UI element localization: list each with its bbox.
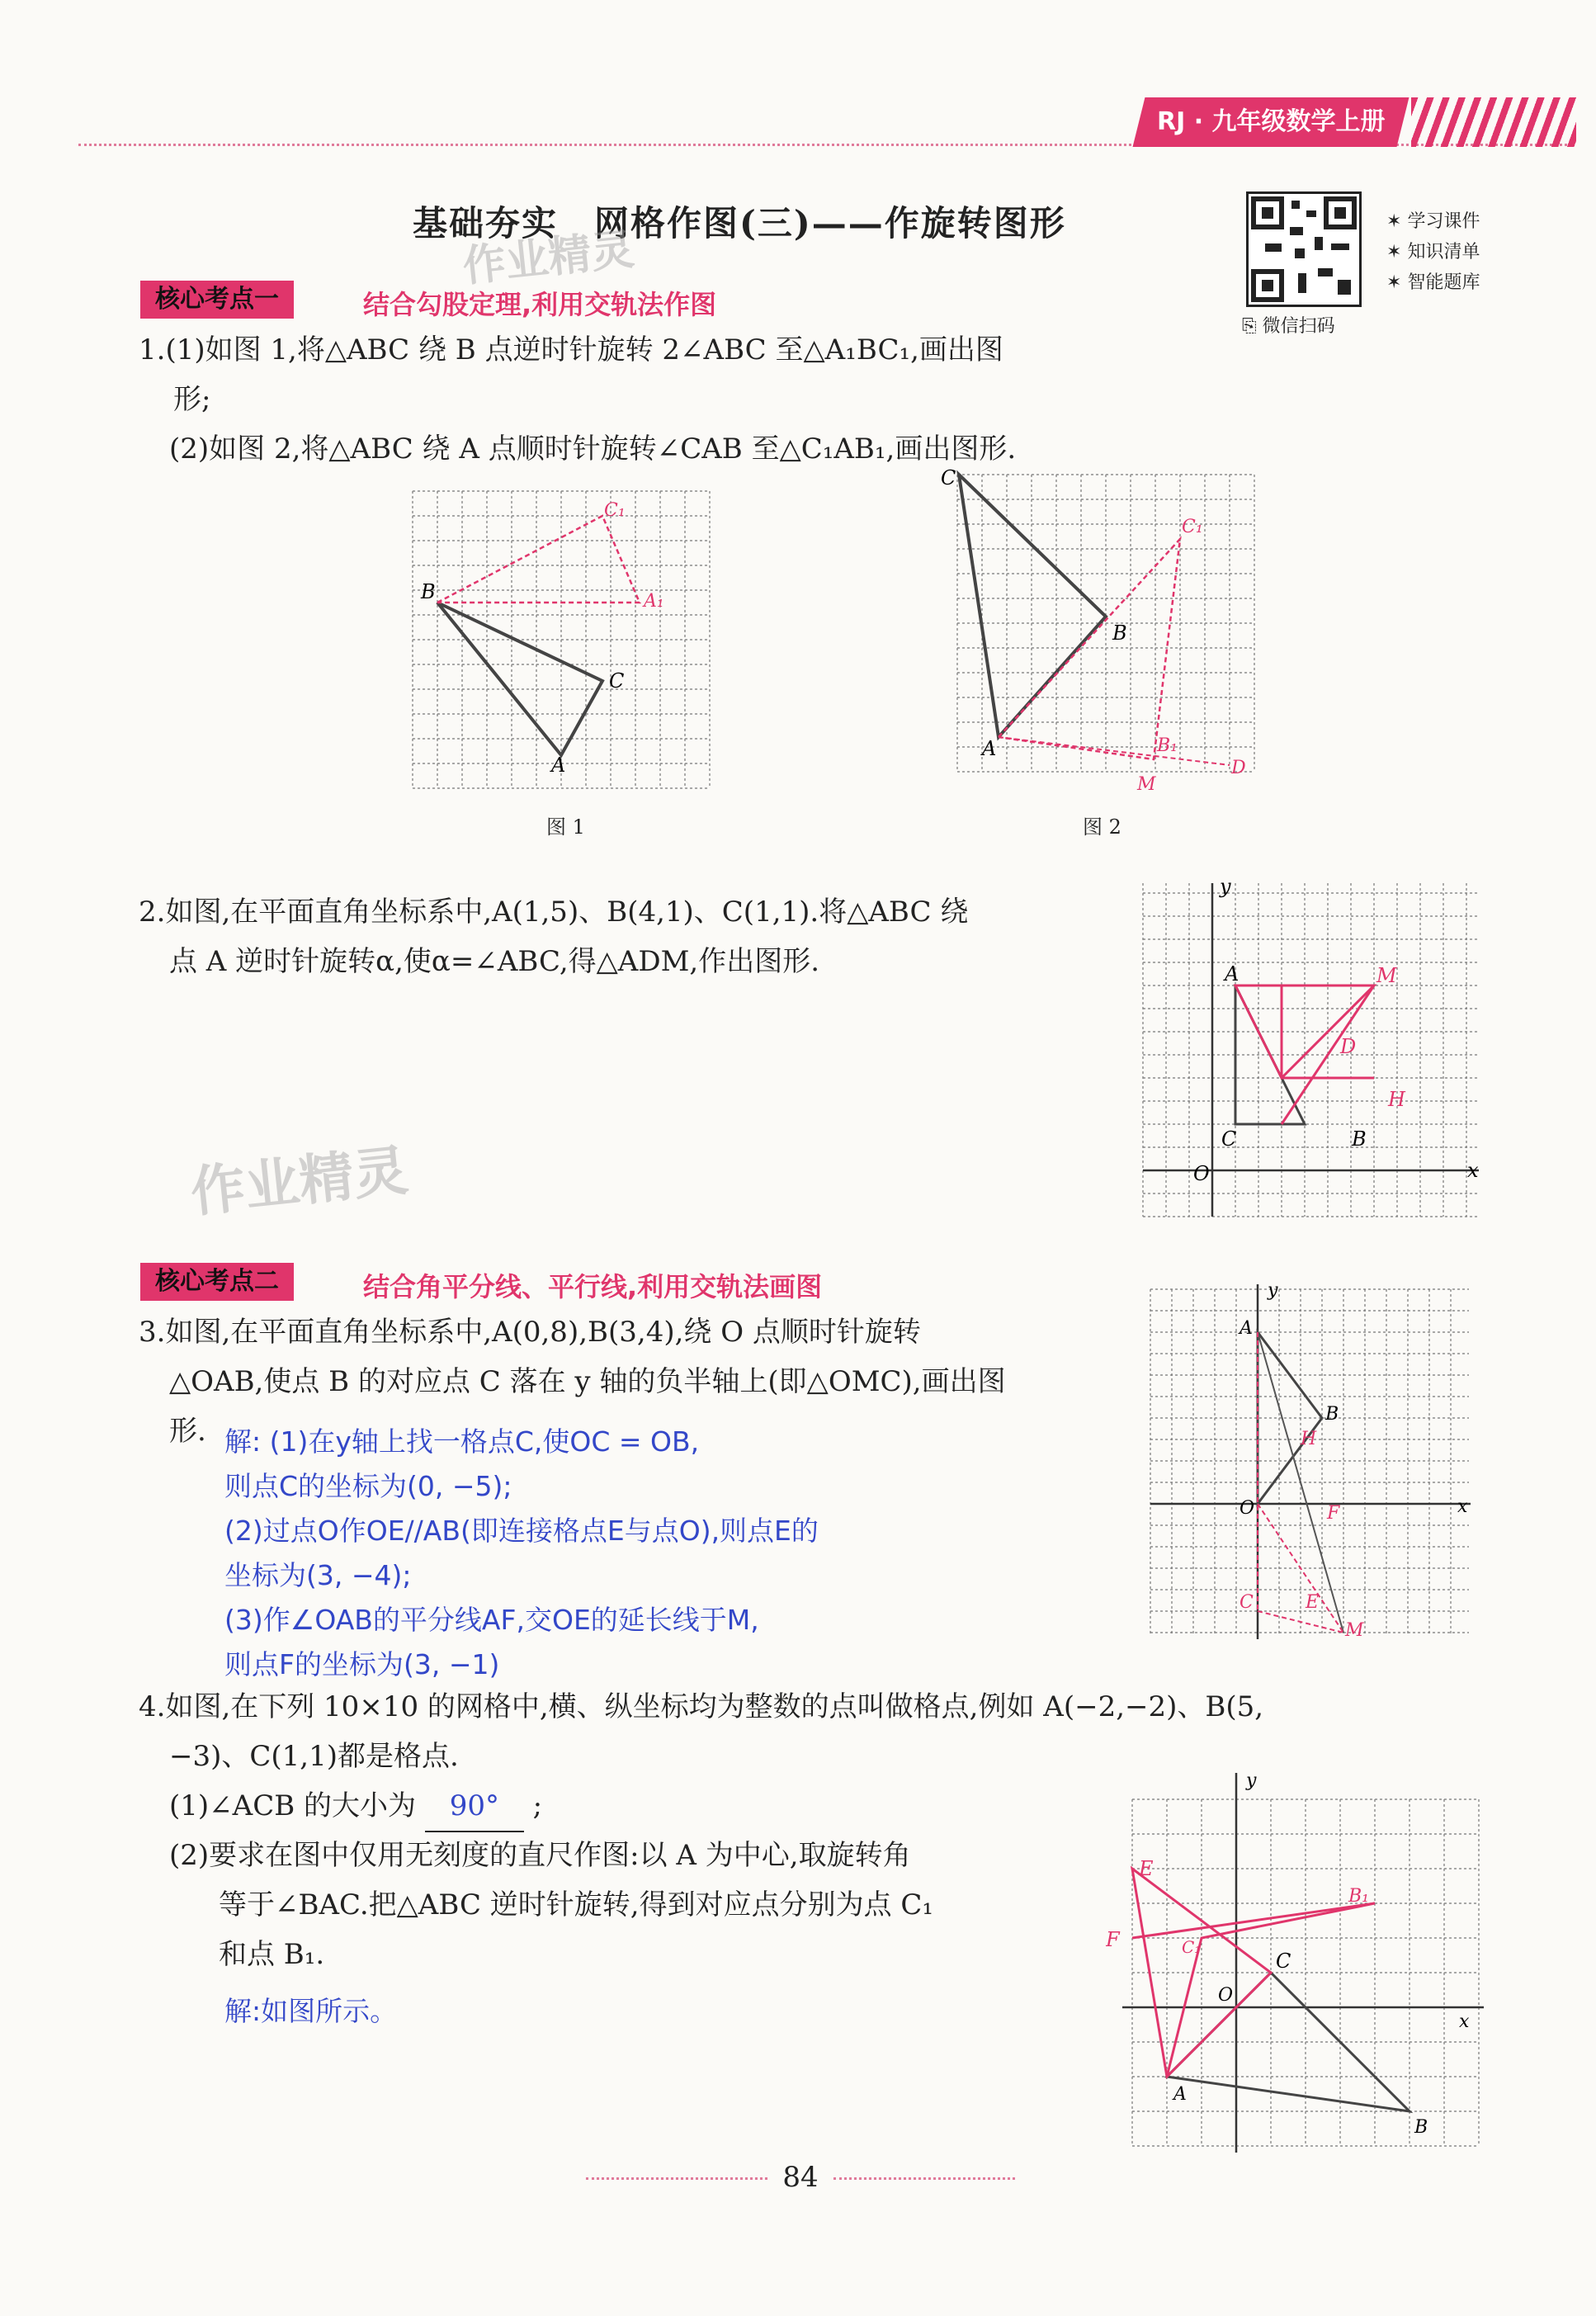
- answer-4: 解:如图所示。: [224, 1995, 398, 2027]
- answer-3-line: (3)作∠OAB的平分线AF,交OE的延长线于M,: [224, 1604, 759, 1636]
- footer-rule-right: [833, 2177, 1015, 2180]
- point-label: B: [1414, 2117, 1428, 2138]
- axis-label: x: [1457, 1496, 1468, 1517]
- series-tag: RJ · 九年级数学上册: [1133, 97, 1409, 147]
- figure-q4: [1106, 1760, 1485, 2164]
- point-label: D: [1231, 758, 1246, 778]
- figure-1: [404, 483, 718, 796]
- question-3-line: △OAB,使点 B 的对应点 C 落在 y 轴的负半轴上(即△OMC),画出图: [169, 1365, 1006, 1398]
- triangle-a1bc1: [437, 516, 640, 603]
- figure-q2: [1139, 877, 1485, 1223]
- question-2-line: 点 A 逆时针旋转α,使α=∠ABC,得△ADM,作出图形.: [169, 945, 820, 978]
- point-label: H: [1388, 1088, 1405, 1111]
- answer-3-line: (2)过点O作OE//AB(即连接格点E与点O),则点E的: [224, 1515, 819, 1547]
- point-label: B: [1112, 622, 1127, 645]
- figure-q3: [1144, 1279, 1474, 1642]
- qr-item: ✶ 智能题库: [1386, 272, 1480, 293]
- question-4-part2: 和点 B₁.: [219, 1938, 325, 1971]
- question-3-line: 形.: [169, 1415, 206, 1448]
- point-label: A: [1225, 962, 1239, 985]
- header-stripes: [1411, 97, 1576, 147]
- axis-label: y: [1220, 877, 1231, 898]
- point-label: A₁: [644, 591, 664, 612]
- page-number: 84: [782, 2161, 819, 2194]
- question-3-line: 3.如图,在平面直角坐标系中,A(0,8),B(3,4),绕 O 点顺时针旋转: [139, 1316, 921, 1349]
- point-label: C: [1221, 1127, 1237, 1151]
- point-label: M: [1376, 964, 1397, 987]
- point-label: D: [1340, 1035, 1357, 1058]
- point-label: E: [1306, 1592, 1320, 1613]
- point-label: B₁: [1348, 1886, 1369, 1907]
- watermark: 作业精灵: [460, 225, 637, 292]
- origin-label: O: [1193, 1162, 1210, 1185]
- origin-label: O: [1239, 1498, 1255, 1519]
- point-label: C₁: [604, 500, 626, 521]
- triangle-c1ab1: [999, 539, 1180, 759]
- answer-3-line: 坐标为(3, −4);: [224, 1559, 412, 1591]
- point-label: E: [1139, 1857, 1154, 1880]
- figure-caption: 图 2: [1083, 815, 1121, 839]
- watermark: 作业精灵: [187, 1138, 411, 1225]
- point-label: F: [1106, 1928, 1120, 1951]
- triangle-abc: [959, 475, 1106, 737]
- origin-label: O: [1218, 1985, 1234, 2006]
- axis-label: x: [1459, 2011, 1470, 2032]
- qr-code[interactable]: [1246, 191, 1362, 307]
- section-tag: 核心考点二: [140, 1263, 294, 1301]
- qr-item: ✶ 学习课件: [1386, 211, 1480, 232]
- point-label: A: [1173, 2084, 1187, 2105]
- point-label: B₁: [1157, 735, 1178, 756]
- point-label: C₁: [1182, 517, 1203, 537]
- question-4-line: 4.如图,在下列 10×10 的网格中,横、纵坐标均为整数的点叫做格点,例如 A(−2,−2)、B(5,: [139, 1690, 1264, 1723]
- answer-3-line: 解: (1)在y轴上找一格点C,使OC = OB,: [224, 1425, 700, 1458]
- footer-rule-left: [586, 2177, 767, 2180]
- part1-prefix: (1)∠ACB 的大小为: [169, 1789, 417, 1822]
- section-tag: 核心考点一: [140, 281, 294, 319]
- question-1-line: 1.(1)如图 1,将△ABC 绕 B 点逆时针旋转 2∠ABC 至△A₁BC₁,画出图: [139, 333, 1003, 366]
- point-label: C: [1239, 1592, 1254, 1613]
- point-label: M: [1345, 1620, 1364, 1641]
- qr-caption: ⎘ 微信扫码: [1242, 316, 1335, 337]
- point-label: M: [1137, 774, 1156, 795]
- answer-3-line: 则点F的坐标为(3, −1): [224, 1648, 500, 1680]
- question-2-line: 2.如图,在平面直角坐标系中,A(1,5)、B(4,1)、C(1,1).将△ABC 绕: [139, 896, 969, 929]
- point-label: C: [609, 669, 625, 692]
- point-label: A: [551, 754, 566, 777]
- question-1-line: (2)如图 2,将△ABC 绕 A 点顺时针旋转∠CAB 至△C₁AB₁,画出图形.: [169, 432, 1017, 466]
- point-label: A: [1239, 1318, 1253, 1339]
- figure-2: [941, 466, 1271, 796]
- part1-answer-blank: 90°: [425, 1781, 524, 1832]
- point-label: B: [1352, 1127, 1367, 1151]
- point-label: B: [1325, 1404, 1339, 1425]
- point-label: B: [421, 580, 436, 603]
- qr-feature-list: [1386, 206, 1480, 298]
- question-4-part1: [169, 1781, 542, 1832]
- point-label: A: [982, 737, 997, 760]
- question-4-line: −3)、C(1,1)都是格点.: [169, 1740, 459, 1773]
- answer-3-line: 则点C的坐标为(0, −5);: [224, 1470, 512, 1502]
- qr-item: ✶ 知识清单: [1386, 242, 1480, 262]
- question-4-part2: (2)要求在图中仅用无刻度的直尺作图:以 A 为中心,取旋转角: [169, 1839, 911, 1872]
- figure-caption: 图 1: [546, 815, 585, 839]
- section-subtitle: 结合勾股定理,利用交轨法作图: [363, 289, 717, 320]
- page-title: 基础夯实 网格作图(三)——作旋转图形: [413, 203, 1066, 243]
- point-label: F: [1327, 1503, 1340, 1524]
- question-4-part2: 等于∠BAC.把△ABC 逆时针旋转,得到对应点分别为点 C₁: [219, 1888, 934, 1921]
- axis-label: x: [1467, 1159, 1479, 1182]
- axis-label: y: [1246, 1770, 1257, 1791]
- point-label: C: [941, 466, 956, 489]
- question-1-line: 形;: [173, 383, 211, 416]
- point-label: H: [1301, 1429, 1317, 1449]
- point-label: C: [1276, 1950, 1291, 1973]
- point-label: C₁: [1182, 1937, 1202, 1957]
- section-subtitle: 结合角平分线、平行线,利用交轨法画图: [363, 1271, 823, 1302]
- axis-label: y: [1268, 1280, 1278, 1301]
- part1-suffix: ;: [532, 1789, 543, 1822]
